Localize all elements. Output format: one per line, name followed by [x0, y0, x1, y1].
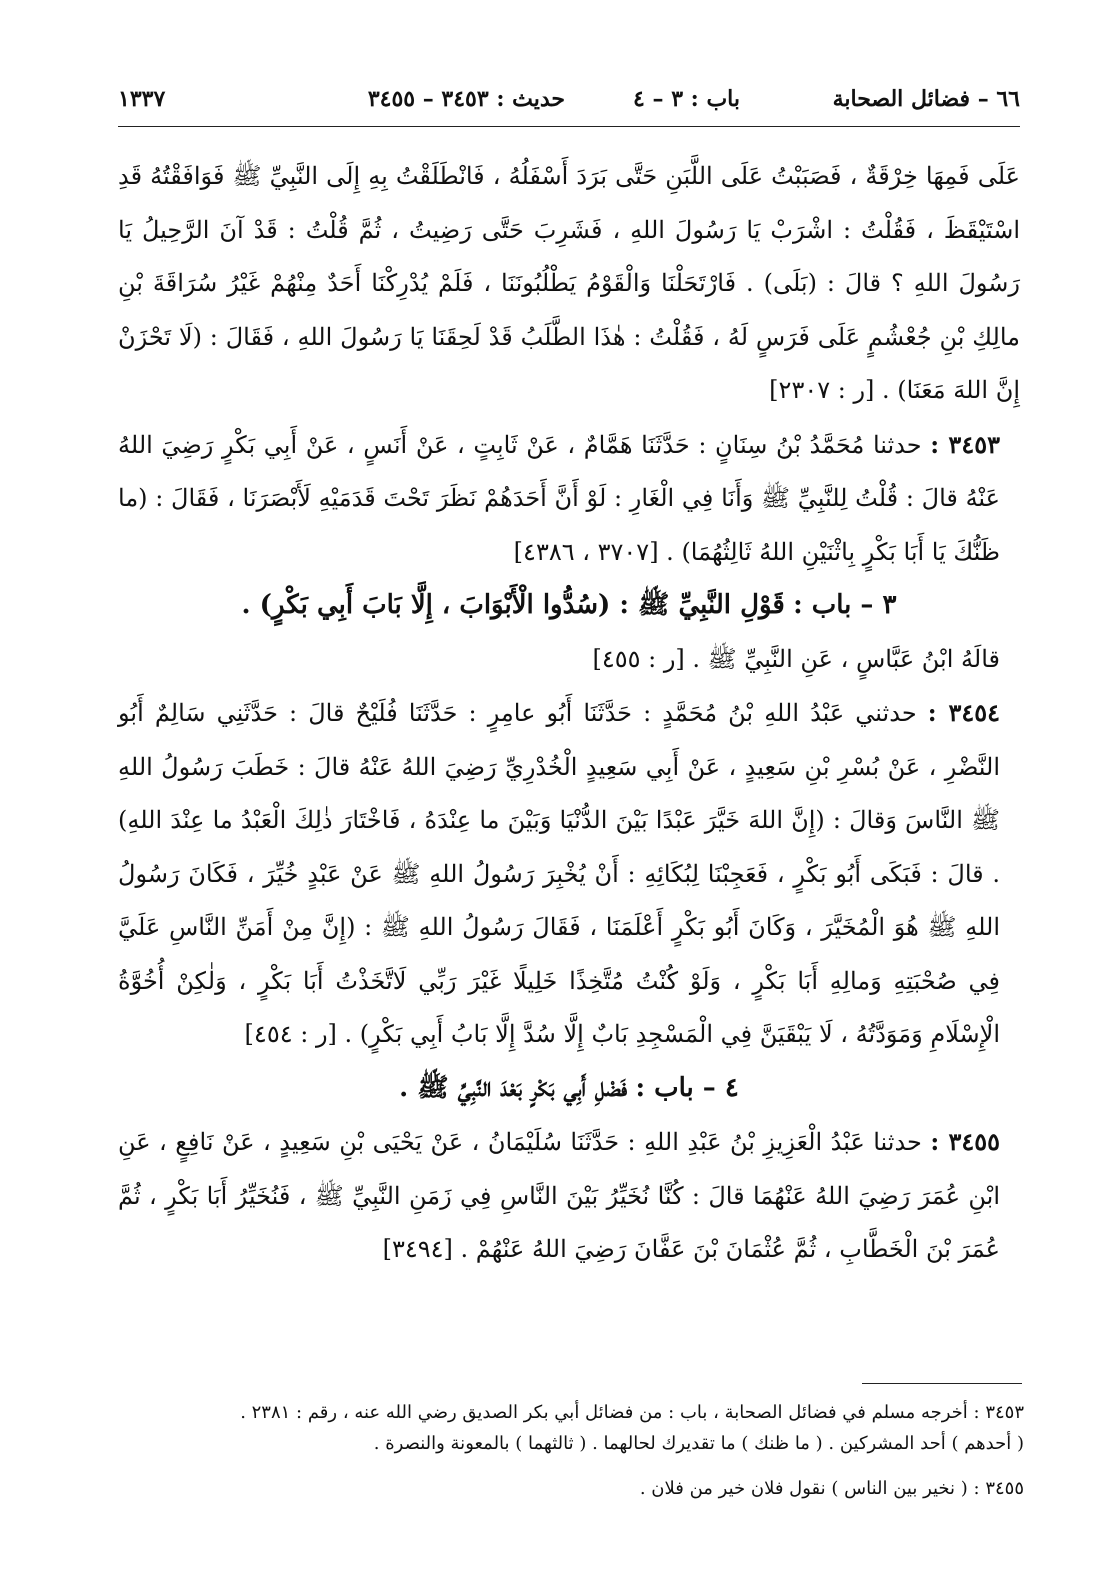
hadith-number: ٣٤٥٥ : — [930, 1127, 1000, 1156]
hadith-3454 — [118, 686, 1020, 1062]
chapter-heading-3 — [118, 579, 1020, 633]
footnote-3453-line-1: ٣٤٥٣ : أخرجه مسلم في فضائل الصحابة ، باب : من فضائل أبي بكر الصديق رضي الله عنه ، رقم : ٢٣٨١ . — [240, 1402, 1024, 1423]
hadith-text: حدثنا عَبْدُ الْعَزِيزِ بْنُ عَبْدِ اللهِ : حَدَّثَنَا سُلَيْمَانُ ، عَنْ يَحْيَى بْنِ سَعِيدٍ ، عَنْ نَافِعٍ ، عَنِ ابْنِ عُمَرَ رَضِيَ اللهُ عَنْهُمَا قالَ : كُنَّا نُخَيِّرُ بَيْنَ النَّاسِ فِي زَمَنِ النَّبِيِّ ﷺ ، فَنُخَيِّرُ أَبَا بَكْرٍ ، ثُمَّ عُمَرَ بْنَ الْخَطَّابِ ، ثُمَّ عُثْمَانَ بْنَ عَفَّانَ رَضِيَ اللهُ عَنْهُمْ . [٣٤٩٤] — [118, 1128, 1000, 1263]
header-divider — [118, 126, 1020, 127]
chapter-note: قالَهُ ابْنُ عَبَّاسٍ ، عَنِ النَّبِيِّ ﷺ . [ر : ٤٥٥] — [592, 644, 1000, 673]
running-chapter-title: ٦٦ – فضائل الصحابة — [832, 86, 1020, 112]
chapter-label: ٣ – باب : — [793, 590, 897, 620]
continued-hadith-text: عَلَى فَمِهَا خِرْقَةٌ ، فَصَبَبْتُ عَلَى اللَّبَنِ حَتَّى بَرَدَ أَسْفَلُهُ ، فَانْطَلَقْتُ بِهِ إِلَى النَّبِيِّ ﷺ فَوَافَقْتُهُ قَدِ اسْتَيْقَظَ ، فَقُلْتُ : اشْرَبْ يَا رَسُولَ اللهِ ، فَشَرِبَ حَتَّى رَضِيتُ ، ثُمَّ قُلْتُ : قَدْ آنَ الرَّحِيلُ يَا رَسُولَ اللهِ ؟ قالَ : (بَلَى) . فَارْتَحَلْنَا وَالْقَوْمُ يَطْلُبُونَنَا ، فَلَمْ يُدْرِكْنَا أَحَدٌ مِنْهُمْ غَيْرُ سُرَاقَةَ بْنِ مالِكِ بْنِ جُعْشُمٍ عَلَى فَرَسٍ لَهُ ، فَقُلْتُ : هٰذَا الطَّلَبُ قَدْ لَحِقَنَا يَا رَسُولَ اللهِ ، فَقَالَ : (لَا تَحْزَنْ إِنَّ اللهَ مَعَنَا) . [ر : ٢٣٠٧] — [118, 162, 1020, 404]
page-header — [118, 78, 1020, 118]
running-hadith-range: حديث : ٣٤٥٣ – ٣٤٥٥ — [367, 86, 565, 112]
chapter-heading-4 — [118, 1062, 1020, 1116]
hadith-text: حدثنا مُحَمَّدُ بْنُ سِنَانٍ : حَدَّثَنَا هَمَّامٌ ، عَنْ ثَابِتٍ ، عَنْ أَنَسٍ ، عَنْ أَبِي بَكْرٍ رَضِيَ اللهُ عَنْهُ قالَ : قُلْتُ لِلنَّبِيِّ ﷺ وَأَنَا فِي الْغَارِ : لَوْ أَنَّ أَحَدَهُمْ نَظَرَ تَحْتَ قَدَمَيْهِ لَأَبْصَرَنَا ، فَقَالَ : (ما ظَنُّكَ يَا أَبَا بَكْرٍ بِاثْنَيْنِ اللهُ ثَالِثُهُمَا) . [٣٧٠٧ ، ٤٣٨٦] — [118, 430, 1000, 566]
chapter-label: ٤ – باب : — [635, 1072, 739, 1103]
chapter-title: قَوْلِ النَّبِيِّ ﷺ : (سُدُّوا الْأَبْوَابَ ، إِلَّا بَابَ أَبِي بَكْرٍ) . — [241, 590, 785, 620]
hadith-text: حدثني عَبْدُ اللهِ بْنُ مُحَمَّدٍ : حَدَّثَنَا أَبُو عامِرٍ : حَدَّثَنَا فُلَيْحٌ قالَ : حَدَّثَنِي سَالِمٌ أَبُو النَّضْرِ ، عَنْ بُسْرِ بْنِ سَعِيدٍ ، عَنْ أَبِي سَعِيدٍ الْخُدْرِيِّ رَضِيَ اللهُ عَنْهُ قالَ : خَطَبَ رَسُولُ اللهِ ﷺ النَّاسَ وَقالَ : (إِنَّ اللهَ خَيَّرَ عَبْدًا بَيْنَ الدُّنْيَا وَبَيْنَ ما عِنْدَهُ ، فَاخْتَارَ ذٰلِكَ الْعَبْدُ ما عِنْدَ اللهِ) . قالَ : فَبَكَى أَبُو بَكْرٍ ، فَعَجِبْنَا لِبُكَائِهِ : أَنْ يُخْبِرَ رَسُولُ اللهِ ﷺ عَنْ عَبْدٍ خُيِّرَ ، فَكَانَ رَسُولُ اللهِ ﷺ هُوَ الْمُخَيَّرَ ، وَكَانَ أَبُو بَكْرٍ أَعْلَمَنَا ، فَقَالَ رَسُولُ اللهِ ﷺ : (إِنَّ مِنْ أَمَنِّ النَّاسِ عَلَيَّ فِي صُحْبَتِهِ وَمالِهِ أَبَا بَكْرٍ ، وَلَوْ كُنْتُ مُتَّخِذًا خَلِيلًا غَيْرَ رَبِّي لَاتَّخَذْتُ أَبَا بَكْرٍ ، وَلٰكِنْ أُخُوَّةُ الْإِسْلَامِ وَمَوَدَّتُهُ ، لَا يَبْقَيَنَّ فِي الْمَسْجِدِ بَابٌ إِلَّا سُدَّ إِلَّا بَابُ أَبِي بَكْرٍ) . [ر : ٤٥٤] — [118, 699, 1000, 1048]
running-bab-range: باب : ٣ – ٤ — [633, 86, 740, 112]
main-text — [118, 150, 1020, 1277]
footnote-3455: ٣٤٥٥ : ( نخير بين الناس ) نقول فلان خير من فلان . — [639, 1478, 1024, 1499]
hadith-number: ٣٤٥٣ : — [930, 429, 1000, 459]
footnote-3453-line-2: ( أحدهم ) أحد المشركين . ( ما ظنك ) ما تقديرك لحالهما . ( ثالثهما ) بالمعونة والنصرة . — [373, 1433, 1024, 1454]
page-number: ١٣٣٧ — [118, 86, 166, 112]
hadith-3455 — [118, 1115, 1020, 1277]
chapter-title: فَضْلِ أَبِي بَكْرٍ بَعْدَ النَّبِيِّ ﷺ . — [399, 1072, 628, 1103]
footnote-spacer — [118, 1459, 1024, 1473]
hadith-3453 — [118, 418, 1020, 580]
footnote-divider — [862, 1383, 1022, 1384]
footnotes — [118, 1397, 1024, 1504]
hadith-number: ٣٤٥٤ : — [927, 698, 1000, 727]
